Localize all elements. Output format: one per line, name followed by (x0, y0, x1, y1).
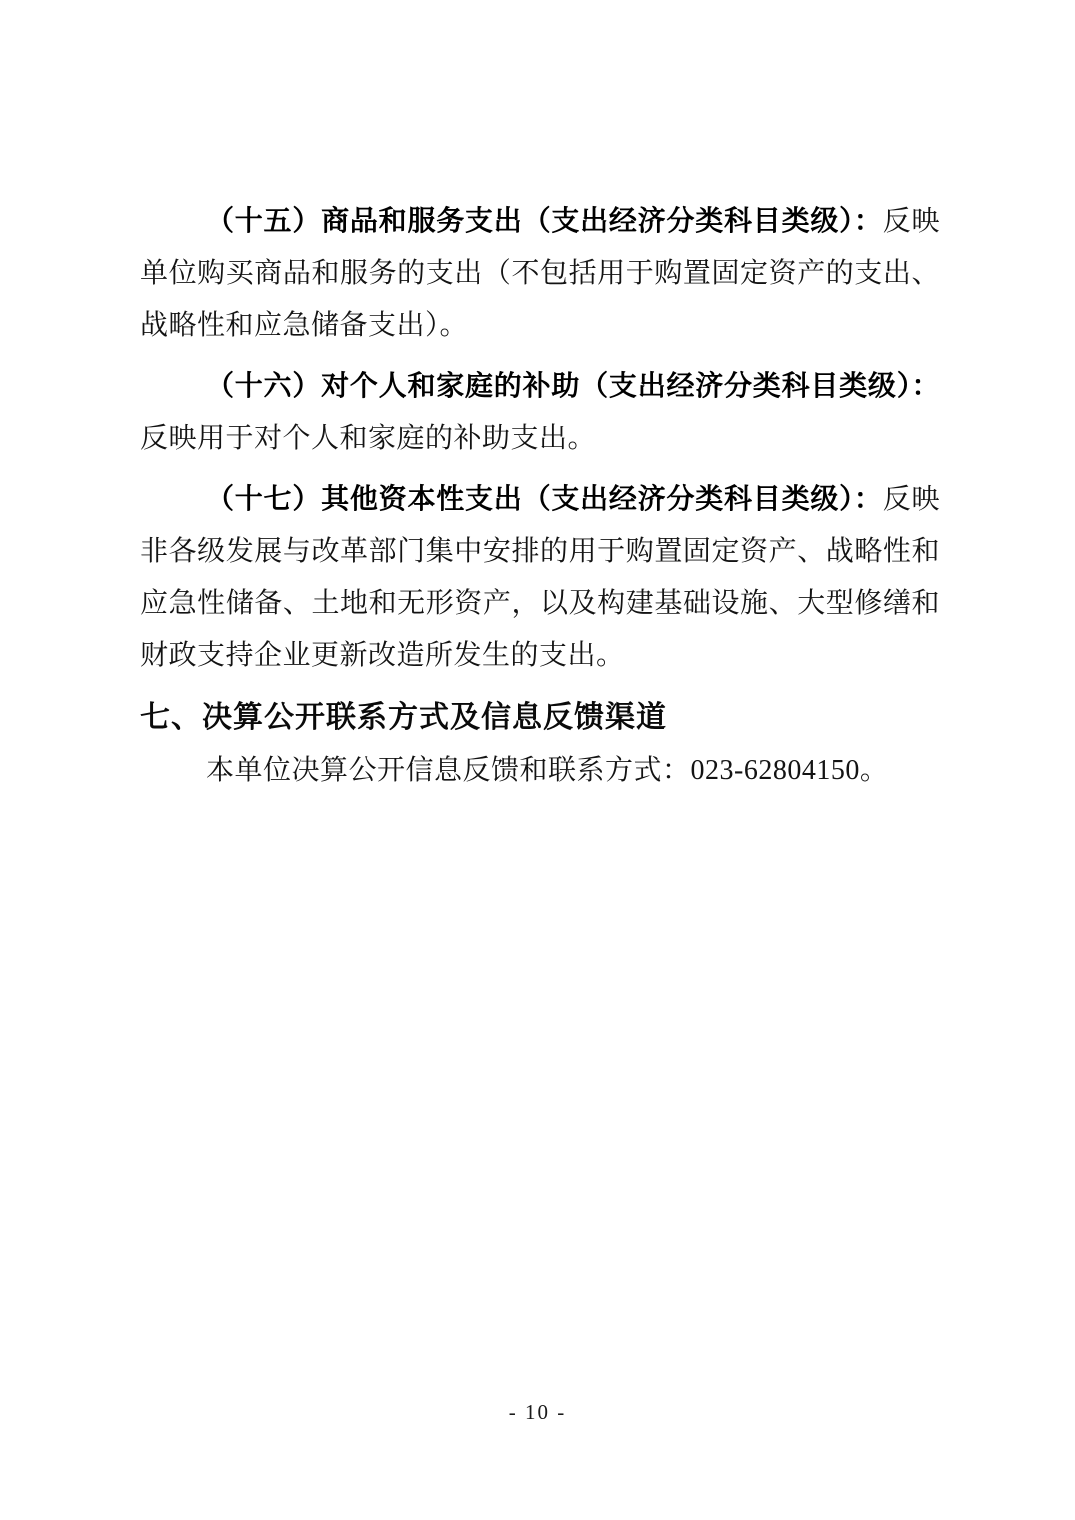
paragraph-item-15-lead: （十五）商品和服务支出（支出经济分类科目类级）： (206, 206, 883, 237)
contact-paragraph: 本单位决算公开信息反馈和联系方式：023-62804150。 (206, 755, 889, 786)
paragraph-item-17 (140, 474, 940, 682)
paragraph-item-16-lead: （十六）对个人和家庭的补助（支出经济分类科目类级）： (206, 371, 940, 402)
paragraph-item-15 (140, 196, 940, 352)
paragraph-item-16-body: 反映用于对个人和家庭的补助支出。 (140, 423, 597, 454)
page-number: - 10 - (508, 1400, 567, 1424)
paragraph-item-16 (140, 361, 940, 465)
paragraph-item-17-lead: （十七）其他资本性支出（支出经济分类科目类级）： (206, 484, 883, 515)
section-heading-contact: 七、决算公开联系方式及信息反馈渠道 (140, 701, 667, 734)
paragraph-item-17-body: 反映非各级发展与改革部门集中安排的用于购置固定资产、战略性和应急性储备、土地和无形资产，以及构建基础设施、大型修缮和财政支持企业更新改造所发生的支出。 (140, 484, 940, 671)
paragraph-item-15-body: 反映单位购买商品和服务的支出（不包括用于购置固定资产的支出、战略性和应急储备支出）。 (140, 206, 940, 341)
document-body (140, 196, 940, 797)
